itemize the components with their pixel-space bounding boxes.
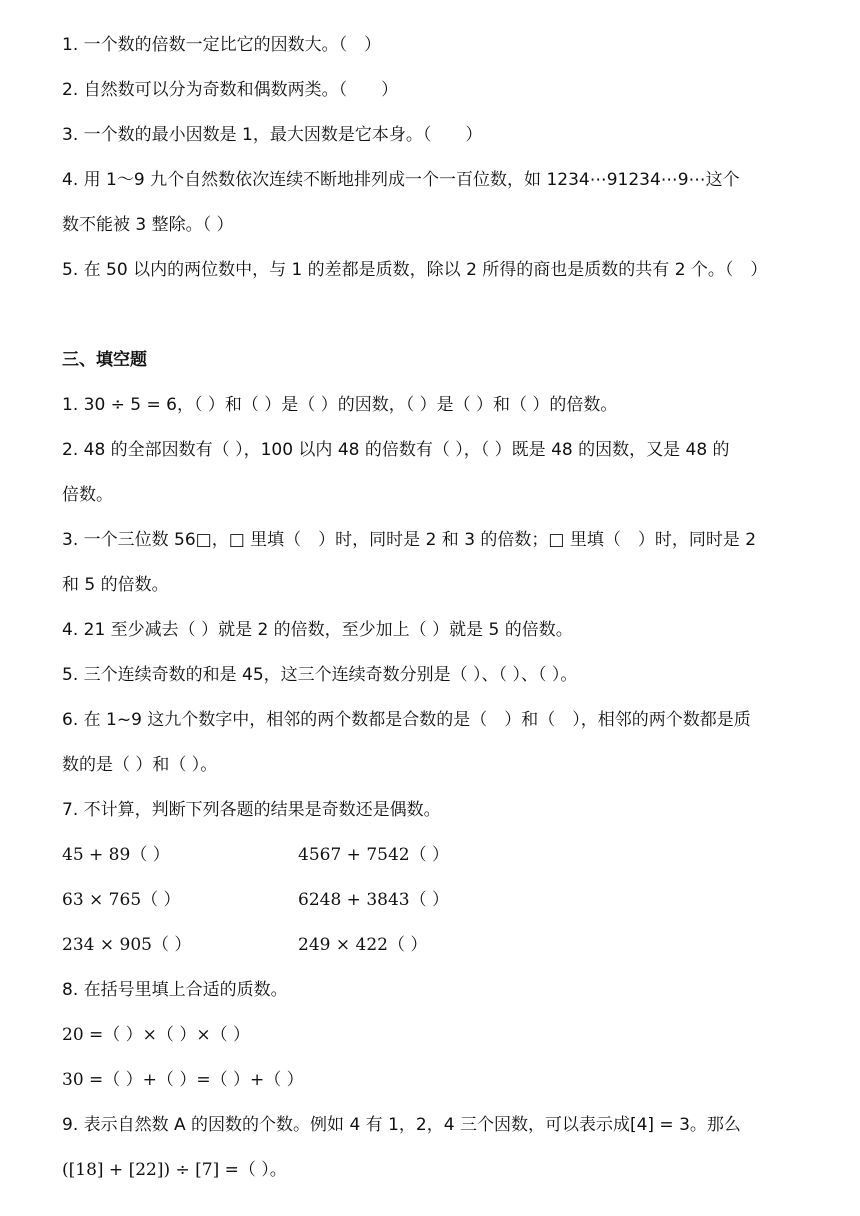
fill-question-5: 5. 三个连续奇数的和是 45，这三个连续奇数分别是（ ）、（ ）、（ ）。: [62, 665, 578, 685]
fill-question-8: 8. 在括号里填上合适的质数。: [62, 980, 288, 1000]
parity-expression: 4567 + 7542（ ）: [298, 845, 449, 865]
fill-question-7: 7. 不计算，判断下列各题的结果是奇数还是偶数。: [62, 800, 441, 820]
judgment-question-2: 2. 自然数可以分为奇数和偶数两类。（ ）: [62, 80, 399, 100]
fill-question-2-line-2: 倍数。: [62, 485, 113, 505]
parity-row-1: [62, 843, 449, 867]
parity-expression: 234 × 905（ ）: [62, 935, 192, 955]
fill-question-2-line-1: 2. 48 的全部因数有（ ），100 以内 48 的倍数有（ ），（ ）既是 48 的因数，又是 48 的: [62, 440, 730, 460]
judgment-question-4-line-2: 数不能被 3 整除。（ ）: [62, 215, 234, 235]
fill-question-3-line-1: 3. 一个三位数 56□，□ 里填（ ）时，同时是 2 和 3 的倍数；□ 里填（ ）时，同时是 2: [62, 530, 757, 550]
fill-question-4: 4. 21 至少减去（ ）就是 2 的倍数，至少加上（ ）就是 5 的倍数。: [62, 620, 573, 640]
parity-expression: 249 × 422（ ）: [298, 935, 428, 955]
parity-expression: 63 × 765（ ）: [62, 890, 181, 910]
parity-expression: 6248 + 3843（ ）: [298, 890, 449, 910]
parity-row-3: [62, 933, 428, 957]
prime-product-equation: 20 =（ ）×（ ）×（ ）: [62, 1025, 250, 1045]
judgment-question-5: 5. 在 50 以内的两位数中，与 1 的差都是质数，除以 2 所得的商也是质数的共有 2 个。（ ）: [62, 260, 768, 280]
fill-question-6-line-1: 6. 在 1~9 这九个数字中，相邻的两个数都是合数的是（ ）和（ ），相邻的两个数都是质: [62, 710, 751, 730]
parity-expression: 45 + 89（ ）: [62, 845, 170, 865]
judgment-question-1: 1. 一个数的倍数一定比它的因数大。（ ）: [62, 35, 382, 55]
fill-question-9-line-2: ([18] + [22]) ÷ [7] =（ ）。: [62, 1160, 287, 1180]
judgment-question-4-line-1: 4. 用 1～9 九个自然数依次连续不断地排列成一个一百位数，如 1234⋯91234⋯9⋯这个: [62, 170, 740, 190]
fill-question-3-line-2: 和 5 的倍数。: [62, 575, 169, 595]
fill-question-9-line-1: 9. 表示自然数 A 的因数的个数。例如 4 有 1，2，4 三个因数，可以表示成[4] = 3。那么: [62, 1115, 741, 1135]
parity-row-2: [62, 888, 449, 912]
fill-question-1: 1. 30 ÷ 5 = 6，（ ）和（ ）是（ ）的因数，（ ）是（ ）和（ ）的倍数。: [62, 395, 618, 415]
fill-question-6-line-2: 数的是（ ）和（ ）。: [62, 755, 218, 775]
prime-sum-equation: 30 =（ ）+（ ）=（ ）+（ ）: [62, 1070, 304, 1090]
judgment-question-3: 3. 一个数的最小因数是 1，最大因数是它本身。（ ）: [62, 125, 483, 145]
section-title-fill-blank: 三、填空题: [62, 350, 147, 370]
